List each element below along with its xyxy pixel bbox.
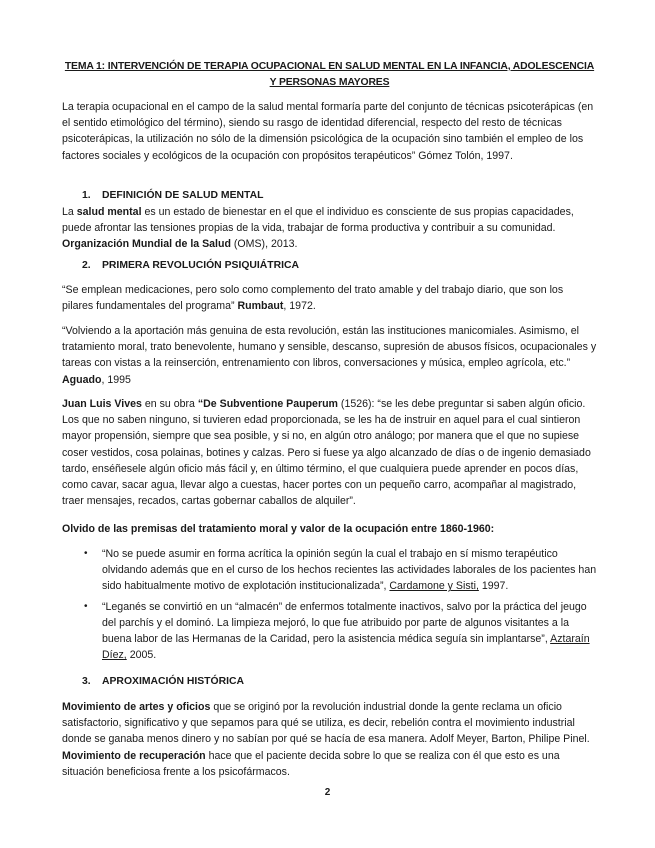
bullet-1-citation: Cardamone y Sisti, [389, 580, 479, 593]
section-1-text: es un estado de bienestar en el que el individuo es consciente de sus propias capacidades, puede afrontar las tensiones propias de la vida, trabajar de forma productiva y contribuir a su comunidad. [62, 206, 574, 235]
section-3-title: APROXIMACIÓN HISTÓRICA [102, 676, 245, 687]
section-1-term: salud mental [76, 206, 142, 218]
bullet-1-year: 1997. [481, 580, 509, 593]
vives-text: (1526): “se les debe preguntar si saben algún oficio. Los que no saben ninguno, si tuvieren edad proporcionada, se les ha de instruir en aquel para el cual sintieron mayor propensión, siempre que sea posible, y si no, en algún otro análogo; por manera que el que no supiese coser vestidos, cosa polainas, botines y calzas. Pero si fuese ya algo alcanzado de días o de ingenio demasiado tardo, enséñesele algún oficio más fácil y, en último término, el que cualquiera puede aprender en pocos días, como cavar, sacar agua, llevar algo a cuestas, hacer portes con un pequeño carro, acompañar al magistrado, traer mensajes, recados, cartas gobernar caballos de alquiler”. [62, 398, 591, 508]
bullet-icon: • [84, 548, 88, 559]
bullet-2-citation: Aztaraín Díez, [102, 633, 590, 662]
bullet-item-1 [62, 546, 597, 595]
section-1-heading [82, 188, 263, 204]
document-title [62, 59, 597, 91]
intro-text: La terapia ocupacional en el campo de la salud mental formaría parte del conjunto de técnicas psicoterápicas (en el sentido etimológico del término), siendo su rasgo de identidad diferencial, respecto del resto de técnicas psicoterápicas, la utilización no sólo de la dimensión psicológica de la ocupación sino también el empleo de los factores sociales y ecológicos de la ocupación con propósitos terapéuticos” Gómez Tolón, 1997. [62, 101, 594, 162]
recuperacion-text: hace que el paciente decida sobre lo que se realiza con él que esto es una situación beneficiosa frente a los psicofármacos. [62, 749, 560, 778]
recuperacion-term: Movimiento de recuperación [62, 749, 206, 762]
olvido-heading [62, 521, 597, 537]
section-2-title: PRIMERA REVOLUCIÓN PSIQUIÁTRICA [102, 260, 300, 271]
page-number: 2 [324, 787, 331, 798]
bullet-2-year: 2005. [129, 649, 157, 662]
title-line-1: TEMA 1: INTERVENCIÓN DE TERAPIA OCUPACIONAL EN SALUD MENTAL EN LA INFANCIA, ADOLESCENCIA [64, 61, 595, 72]
artes-oficios-term: Movimiento de artes y oficios [62, 701, 211, 713]
section-1-lead: La [62, 206, 74, 218]
rumbaut-quote [62, 282, 597, 314]
section-2-heading [82, 258, 299, 274]
title-line-2: Y PERSONAS MAYORES [269, 77, 390, 89]
artes-oficios-text: que se originó por la revolución industrial donde la gente reclama un oficio satisfactorio, significativo y que sepamos para qué se utiliza, es decir, rebelión contra el movimiento industrial donde se ganaba menos dinero y no sabían por qué se hacía de esa manera. Adolf Meyer, Barton, Philipe Pinel. [62, 701, 590, 746]
bullet-icon: • [84, 600, 88, 612]
section-3-number: 3. [82, 676, 91, 687]
section-2-number: 2. [82, 260, 91, 271]
aguado-year: , 1995 [101, 373, 131, 386]
vives-mid: en su obra [144, 398, 195, 410]
rumbaut-quote-text: “Se emplean medicaciones, pero solo como complemento del trato amable y del trabajo diario, que son los pilares fundamentales del programa” [62, 284, 564, 313]
bullet-item-2 [62, 599, 597, 664]
section-1-paragraph [62, 204, 597, 253]
section-3-paragraph [62, 699, 597, 780]
olvido-heading-text: Olvido de las premisas del tratamiento moral y valor de la ocupación entre 1860-1960: [62, 523, 495, 535]
aguado-author: Aguado [62, 373, 102, 386]
section-1-title: DEFINICIÓN DE SALUD MENTAL [102, 190, 264, 201]
vives-paragraph [62, 396, 597, 509]
bullet-2-text: “Leganés se convirtió en un “almacén” de enfermos totalmente inactivos, salvo por la práctica del jeugo del parchís y el dominó. La limpieza mejoró, lo que fue atribuido por parte de algunos visitantes a la buena labor de las Hermanas de la Caridad, pero la asistencia médica seguía sin implantarse”, [102, 600, 587, 646]
section-3-heading [82, 674, 244, 690]
section-1-number: 1. [82, 190, 91, 201]
rumbaut-author: Rumbaut [237, 300, 284, 313]
olvido-bullet-list [62, 546, 597, 663]
section-1-source: Organización Mundial de la Salud [62, 238, 231, 251]
intro-paragraph [62, 99, 597, 164]
aguado-quote-text: “Volviendo a la aportación más genuina de esta revolución, están las instituciones manicomiales. Asimismo, el tratamiento moral, trato benevolente, humano y sensible, descanso, supresión de abusos físicos, ocupacionales y tareas con vistas a la reinserción, entrenamiento con libros, conversaciones y música, empleo agrícola, etc.” [62, 325, 597, 370]
vives-author: Juan Luis Vives [62, 398, 142, 410]
bullet-1-text: “No se puede asumir en forma acrítica la opinión según la cual el trabajo en sí mismo terapéutico olvidando además que en el curso de los hechos recientes las actividades laborales de los pacientes han sido habitualmente motivo de explotación institucionalizada”, [102, 548, 597, 593]
rumbaut-year: , 1972. [283, 300, 316, 313]
aguado-quote [62, 323, 597, 388]
section-1-source-tail: (OMS), 2013. [233, 238, 298, 251]
vives-work: “De Subventione Pauperum [197, 398, 338, 410]
